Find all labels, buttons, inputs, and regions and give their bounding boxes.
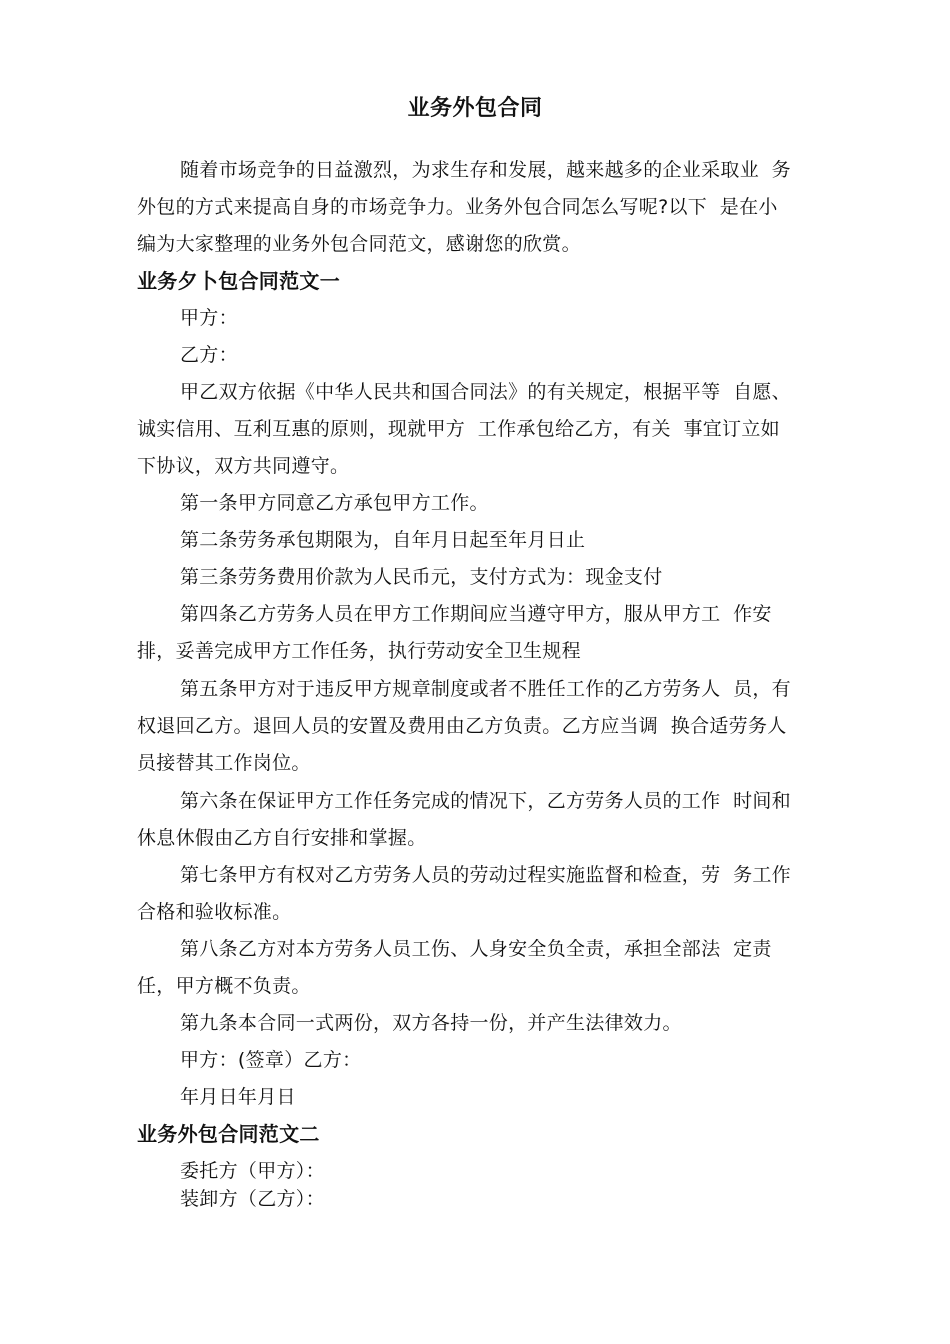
article-6-line-2: 休息休假由乙方自行安排和掌握。: [137, 827, 427, 849]
loader-party-line: 装卸方（乙方）：: [180, 1188, 325, 1210]
article-7-line-1: 第七条甲方有权对乙方劳务人员的劳动过程实施监督和检查，劳 务工作: [180, 864, 791, 886]
article-4-line-2: 排，妥善完成甲方工作任务，执行劳动安全卫生规程: [137, 640, 581, 662]
article-8-line-2: 任，甲方概不负责。: [137, 975, 311, 997]
article-5-line-1: 第五条甲方对于违反甲方规章制度或者不胜任工作的乙方劳务人 员，有: [180, 678, 791, 700]
section-heading-1: 业务夕卜包合同范文一: [137, 269, 340, 293]
intro-line-3: 编为大家整理的业务外包合同范文，感谢您的欣赏。: [137, 233, 581, 255]
article-7-line-2: 合格和验收标准。: [137, 901, 292, 923]
article-2: 第二条劳务承包期限为，自年月日起至年月日止: [180, 529, 586, 551]
article-4-line-1: 第四条乙方劳务人员在甲方工作期间应当遵守甲方，服从甲方工 作安: [180, 603, 772, 625]
article-5-line-2: 权退回乙方。退回人员的安置及费用由乙方负责。乙方应当调 换合适劳务人: [137, 715, 787, 737]
document-title: 业务外包合同: [407, 96, 543, 121]
party-a-line: 甲方：: [180, 307, 238, 329]
intro-line-1: 随着市场竞争的日益激烈，为求生存和发展，越来越多的企业采取业 务: [180, 159, 791, 181]
article-1: 第一条甲方同意乙方承包甲方工作。: [180, 492, 489, 514]
article-3: 第三条劳务费用价款为人民币元，支付方式为：现金支付: [180, 566, 663, 588]
preamble-line-1: 甲乙双方依据《中华人民共和国合同法》的有关规定，根据平等 自愿、: [180, 381, 791, 403]
preamble-line-3: 下协议，双方共同遵守。: [137, 455, 350, 477]
article-6-line-1: 第六条在保证甲方工作任务完成的情况下，乙方劳务人员的工作 时间和: [180, 790, 791, 812]
client-party-line: 委托方（甲方）：: [180, 1160, 325, 1182]
party-b-line: 乙方：: [180, 344, 238, 366]
date-line: 年月日年月日: [180, 1086, 296, 1108]
intro-line-2: 外包的方式来提高自身的市场竞争力。业务外包合同怎么写呢?以下 是在小: [137, 196, 778, 218]
section-heading-2: 业务外包合同范文二: [137, 1122, 320, 1146]
article-5-line-3: 员接替其工作岗位。: [137, 752, 311, 774]
signature-line: 甲方：(签章）乙方：: [180, 1049, 362, 1071]
preamble-line-2: 诚实信用、互利互惠的原则，现就甲方 工作承包给乙方，有关 事宜订立如: [137, 418, 780, 440]
article-9: 第九条本合同一式两份，双方各持一份，并产生法律效力。: [180, 1012, 682, 1034]
article-8-line-1: 第八条乙方对本方劳务人员工伤、人身安全负全责，承担全部法 定责: [180, 938, 772, 960]
